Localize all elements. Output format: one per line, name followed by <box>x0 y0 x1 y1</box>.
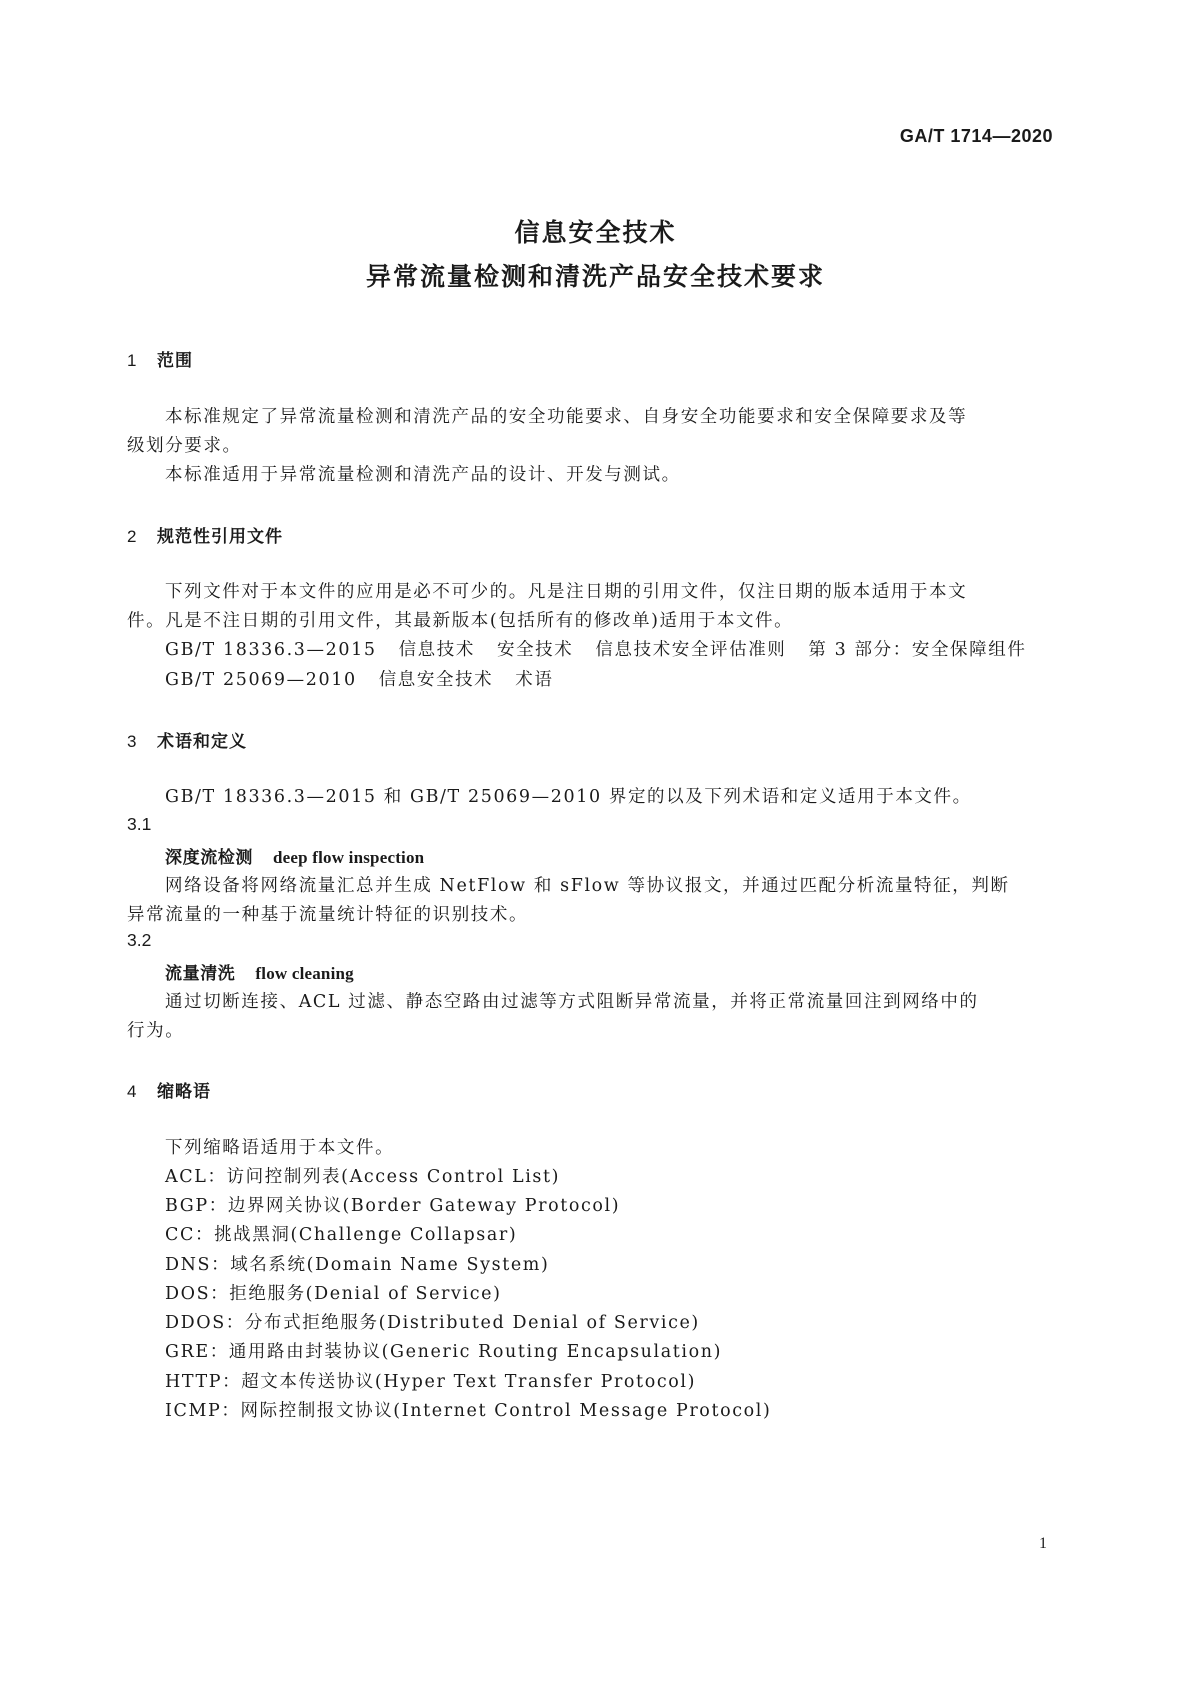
definition-line: 异常流量的一种基于流量统计特征的识别技术。 <box>127 905 529 925</box>
section-title: 规范性引用文件 <box>157 527 283 547</box>
reference-title-part: 信息安全技术 <box>378 670 494 690</box>
definition-line: 通过切断连接、ACL 过滤、静态空路由过滤等方式阻断异常流量，并将正常流量回注到网络中的 <box>165 992 979 1012</box>
reference-title-part: 信息技术 <box>398 640 475 660</box>
definition-line: 行为。 <box>127 1021 185 1041</box>
section-title: 缩略语 <box>157 1082 211 1102</box>
term-chinese: 流量清洗 <box>165 964 236 984</box>
section-3-heading <box>127 727 247 752</box>
term-english: flow cleaning <box>255 964 354 983</box>
section-2-heading <box>127 522 283 547</box>
paragraph-line: 下列缩略语适用于本文件。 <box>165 1138 395 1158</box>
paragraph-line: 级划分要求。 <box>127 436 242 456</box>
reference-title-part: 信息技术安全评估准则 <box>595 640 787 660</box>
section-number: 4 <box>127 1082 138 1101</box>
term-chinese: 深度流检测 <box>165 848 253 868</box>
abbreviation-item: CC：挑战黑洞(Challenge Collapsar) <box>165 1225 518 1245</box>
paragraph-line: 本标准适用于异常流量检测和清洗产品的设计、开发与测试。 <box>165 465 681 485</box>
abbreviation-item: DNS：域名系统(Domain Name System) <box>165 1255 550 1275</box>
reference-code: GB/T 25069—2010 <box>165 670 357 690</box>
reference-line <box>165 636 1026 661</box>
section-number: 3 <box>127 732 138 751</box>
abbreviation-item: HTTP：超文本传送协议(Hyper Text Transfer Protocol) <box>165 1372 696 1392</box>
abbreviation-item: ICMP：网际控制报文协议(Internet Control Message Protocol) <box>165 1401 772 1421</box>
section-title: 术语和定义 <box>157 732 247 752</box>
definition-line: 网络设备将网络流量汇总并生成 NetFlow 和 sFlow 等协议报文，并通过匹配分析流量特征，判断 <box>165 876 1010 896</box>
reference-code: GB/T 18336.3—2015 <box>165 640 377 660</box>
reference-title-part: 安全技术 <box>496 640 574 660</box>
abbreviation-item: GRE：通用路由封装协议(Generic Routing Encapsulation) <box>165 1342 723 1362</box>
term-heading <box>165 843 424 868</box>
document-number: GA/T 1714—2020 <box>899 126 1053 146</box>
term-number: 3.1 <box>127 814 152 834</box>
abbreviation-item: DDOS：分布式拒绝服务(Distributed Denial of Service) <box>165 1313 700 1333</box>
paragraph-line: GB/T 18336.3—2015 和 GB/T 25069—2010 界定的以及下列术语和定义适用于本文件。 <box>165 787 972 807</box>
page-number: 1 <box>1039 1535 1047 1552</box>
section-title: 范围 <box>157 351 193 371</box>
reference-title-part: 术语 <box>515 670 554 690</box>
section-number: 1 <box>127 351 138 370</box>
paragraph-line: 下列文件对于本文件的应用是必不可少的。凡是注日期的引用文件，仅注日期的版本适用于本文 <box>165 582 968 602</box>
title-line-2: 异常流量检测和清洗产品安全技术要求 <box>365 262 825 291</box>
reference-line <box>165 666 554 691</box>
section-number: 2 <box>127 527 138 546</box>
term-heading <box>165 959 354 984</box>
section-1-heading <box>127 346 193 371</box>
abbreviation-item: DOS：拒绝服务(Denial of Service) <box>165 1284 502 1304</box>
term-english: deep flow inspection <box>273 848 425 867</box>
paragraph-line: 本标准规定了异常流量检测和清洗产品的安全功能要求、自身安全功能要求和安全保障要求及等 <box>165 407 968 427</box>
title-line-1: 信息安全技术 <box>514 218 677 247</box>
abbreviation-item: BGP：边界网关协议(Border Gateway Protocol) <box>165 1196 621 1216</box>
abbreviation-item: ACL：访问控制列表(Access Control List) <box>165 1167 561 1187</box>
section-4-heading <box>127 1077 211 1102</box>
paragraph-line: 件。凡是不注日期的引用文件，其最新版本(包括所有的修改单)适用于本文件。 <box>127 611 794 631</box>
term-number: 3.2 <box>127 930 152 950</box>
reference-title-part: 第 3 部分：安全保障组件 <box>808 640 1027 660</box>
